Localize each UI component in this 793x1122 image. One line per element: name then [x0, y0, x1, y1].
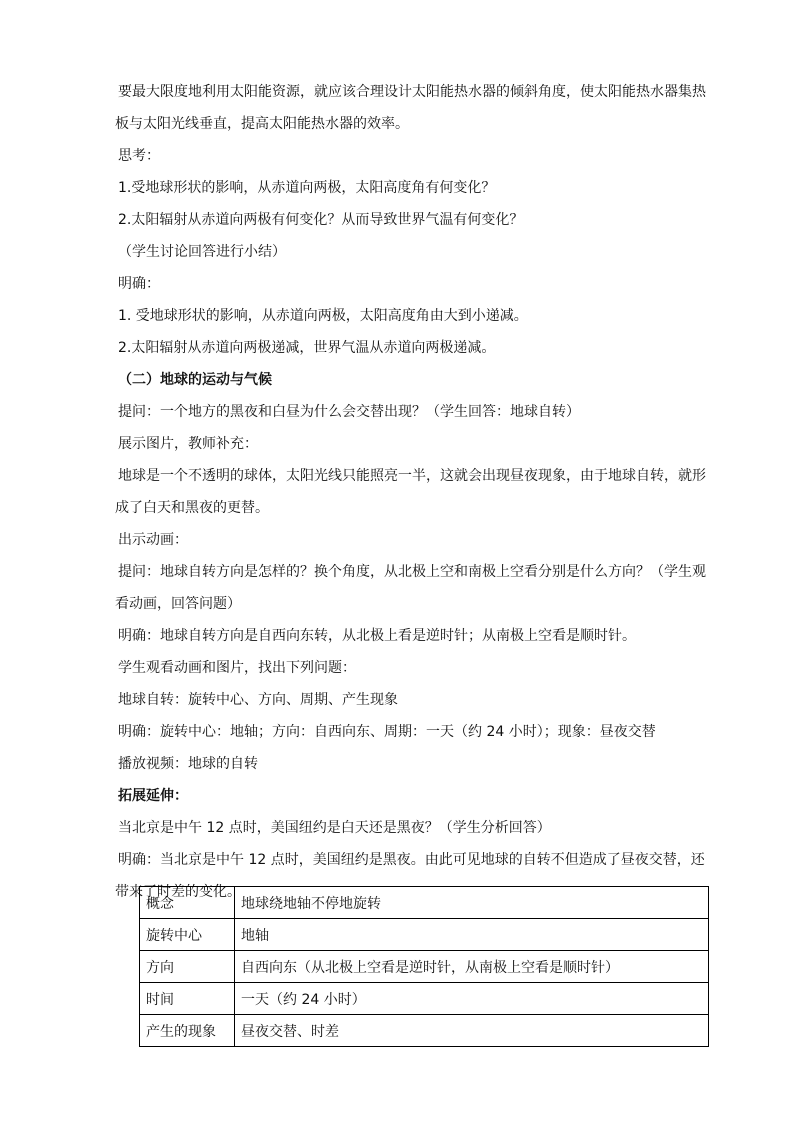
- table-row: [140, 951, 709, 983]
- discussion-note: （学生讨论回答进行小结）: [118, 244, 286, 260]
- section-heading: （二）地球的运动与气候: [118, 372, 272, 388]
- table-value: 一天（约 24 小时）: [235, 983, 709, 1015]
- table-key: 方向: [140, 951, 235, 983]
- table-value: 昼夜交替、时差: [235, 1015, 709, 1047]
- document-body: [115, 76, 713, 908]
- clarify-rotation-direction: 明确：地球自转方向是自西向东转，从北极上看是逆时针；从南极上空看是顺时针。: [118, 628, 636, 644]
- table-row: [140, 983, 709, 1015]
- clarify-rotation-details: 明确：旋转中心：地轴；方向：自西向东、周期：一天（约 24 小时）；现象：昼夜交替: [118, 724, 656, 740]
- answer-1: 1. 受地球形状的影响，从赤道向两极，太阳高度角由大到小递减。: [118, 308, 528, 324]
- table-row: [140, 1015, 709, 1047]
- paragraph-continuation: 板与太阳光线垂直，提高太阳能热水器的效率。: [115, 116, 409, 132]
- clarify-label: 明确：: [118, 276, 160, 292]
- think-label: 思考：: [118, 148, 160, 164]
- watch-instruction: 学生观看动画和图片，找出下列问题：: [118, 660, 356, 676]
- table-key: 旋转中心: [140, 919, 235, 951]
- question-2: 2.太阳辐射从赤道向两极有何变化？从而导致世界气温有何变化？: [118, 212, 524, 228]
- table-value: 地轴: [235, 919, 709, 951]
- question-rotation-direction-continuation: 看动画，回答问题）: [115, 596, 241, 612]
- rotation-items: 地球自转：旋转中心、方向、周期、产生现象: [118, 692, 398, 708]
- extension-heading: 拓展延伸：: [118, 788, 188, 804]
- clarify-time-difference: 明确：当北京是中午 12 点时，美国纽约是黑夜。由此可见地球的自转不但造成了昼夜交替，还: [118, 852, 705, 868]
- table-key: 概念: [140, 887, 235, 919]
- beijing-question: 当北京是中午 12 点时，美国纽约是白天还是黑夜？（学生分析回答）: [118, 820, 551, 836]
- show-animation-note: 出示动画：: [118, 532, 188, 548]
- table-row: [140, 887, 709, 919]
- paragraph: 要最大限度地利用太阳能资源，就应该合理设计太阳能热水器的倾斜角度，使太阳能热水器集热: [118, 84, 706, 100]
- show-picture-note: 展示图片，教师补充：: [118, 436, 258, 452]
- earth-paragraph: 地球是一个不透明的球体，太阳光线只能照亮一半，这就会出现昼夜现象，由于地球自转，就形: [118, 468, 706, 484]
- table-key: 产生的现象: [140, 1015, 235, 1047]
- clarify-time-difference-continuation: 带来了时差的变化。: [115, 884, 241, 900]
- question-rotation-direction: 提问：地球自转方向是怎样的？换个角度，从北极上空和南极上空看分别是什么方向？（学生观: [118, 564, 706, 580]
- question-day-night: 提问：一个地方的黑夜和白昼为什么会交替出现？（学生回答：地球自转）: [118, 404, 580, 420]
- rotation-summary-table: [139, 886, 709, 1047]
- table-value: 地球绕地轴不停地旋转: [235, 887, 709, 919]
- table-value: 自西向东（从北极上空看是逆时针，从南极上空看是顺时针）: [235, 951, 709, 983]
- table-key: 时间: [140, 983, 235, 1015]
- answer-2: 2.太阳辐射从赤道向两极递减，世界气温从赤道向两极递减。: [118, 340, 496, 356]
- earth-paragraph-continuation: 成了白天和黑夜的更替。: [115, 500, 269, 516]
- question-1: 1.受地球形状的影响，从赤道向两极，太阳高度角有何变化？: [118, 180, 496, 196]
- table-row: [140, 919, 709, 951]
- video-note: 播放视频：地球的自转: [118, 756, 258, 772]
